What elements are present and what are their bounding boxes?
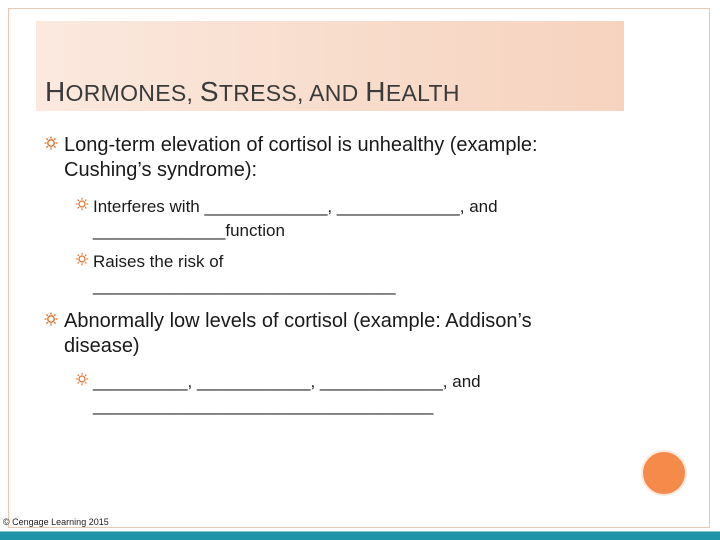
sun-bullet-icon [75,252,89,266]
sub-bullet-text: __________, ____________, _____________, and ____________________________________ [93,372,481,415]
sun-bullet-icon [44,136,58,150]
sub-bullet-text: Raises the risk of ________________________________ [93,252,396,295]
footer-bar [0,532,720,540]
sun-bullet-icon [44,312,58,326]
slide-title: HORMONES, STRESS, AND HEALTH [45,76,460,107]
copyright-text: © Cengage Learning 2015 [3,517,109,527]
bullet-text: Long-term elevation of cortisol is unhealthy (example: Cushing’s syndrome): [64,134,538,181]
sun-bullet-icon [75,197,89,211]
sun-bullet-icon [75,372,89,386]
bullet-text: Abnormally low levels of cortisol (example: Addison’s disease) [64,310,532,357]
decorative-circle [641,450,687,496]
sub-bullet-text: Interferes with _____________, _____________, and ______________function [93,197,498,240]
